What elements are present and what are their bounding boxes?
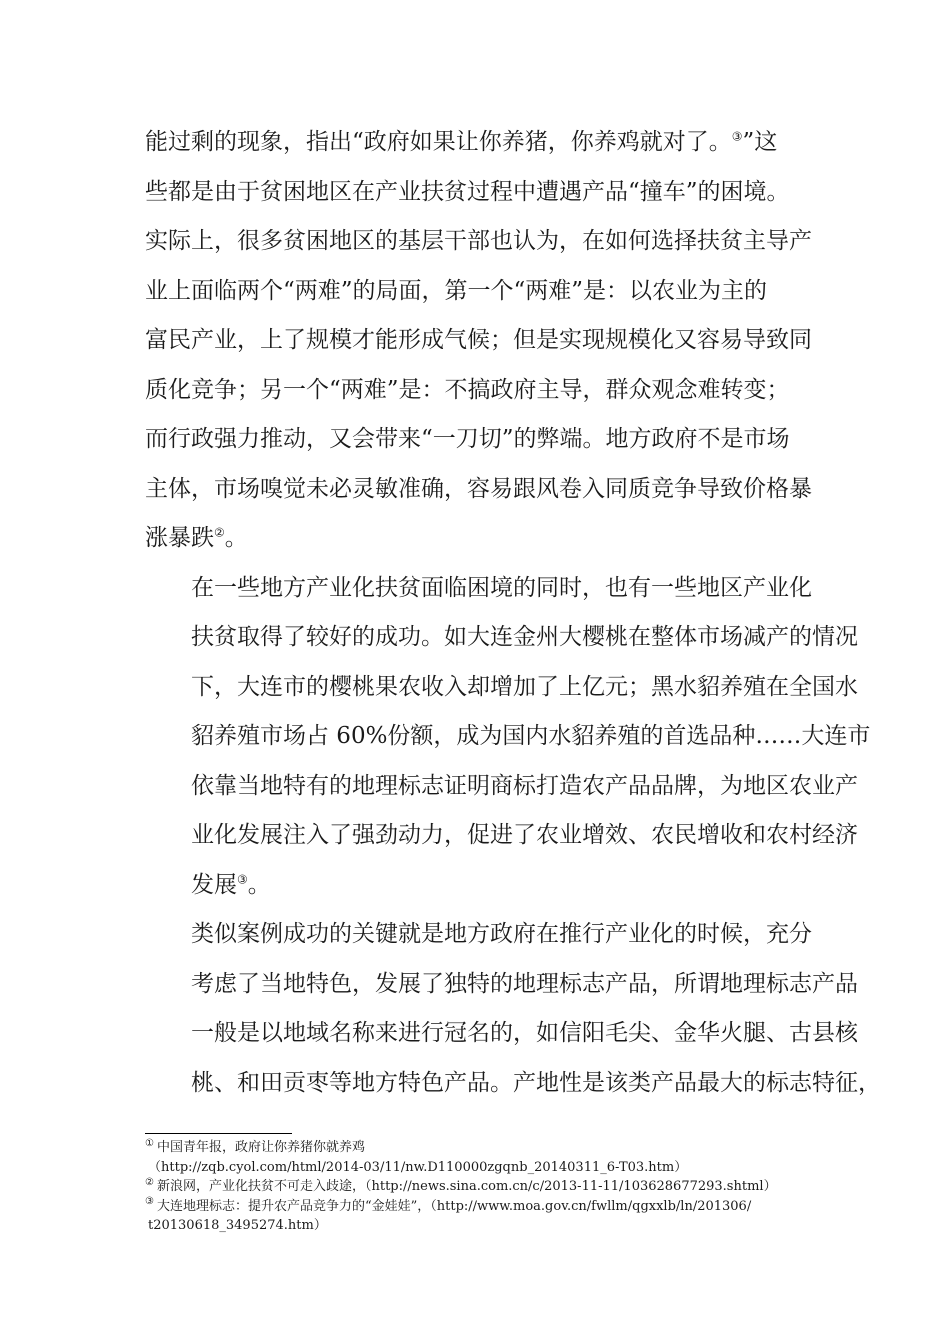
line-text: 下，大连市的樱桃果农收入却增加了上亿元；黑水貂养殖在全国水	[191, 673, 858, 700]
text-line	[145, 1059, 881, 1109]
paragraph	[145, 564, 871, 911]
line-text: 主体，市场嗅觉未必灵敏准确，容易跟风卷入同质竞争导致价格暴	[145, 475, 812, 502]
text-line	[145, 811, 858, 861]
footnote-marker: ②	[145, 1176, 154, 1188]
text-line	[145, 663, 858, 713]
line-text: 依靠当地特有的地理标志证明商标打造农产品品牌，为地区农业产	[191, 772, 858, 799]
text-line	[145, 712, 871, 762]
line-text: 业上面临两个“两难”的局面，第一个“两难”是：以农业为主的	[145, 277, 768, 304]
footnote-text: 中国青年报，政府让你养猪你就养鸡	[156, 1140, 365, 1155]
footnote-marker: ①	[145, 1137, 154, 1149]
text-line	[145, 613, 858, 663]
text-line	[145, 564, 810, 614]
body-text	[145, 118, 881, 1108]
text-line	[145, 217, 810, 267]
paragraph	[145, 910, 881, 1108]
text-line	[145, 861, 810, 911]
line-text: 业化发展注入了强劲动力，促进了农业增效、农民增收和农村经济	[191, 822, 858, 848]
line-text-tail: 。	[224, 525, 248, 551]
footnote-line	[145, 1197, 825, 1217]
text-line	[145, 267, 810, 317]
footnote-text: 大连地理标志：提升农产品竞争力的“金娃娃”，（http://www.moa.gov.cn/fwllm/qgxxlb/ln/201306/	[156, 1198, 752, 1214]
line-text: 而行政强力推动，又会带来“一刀切”的弊端。地方政府不是市场	[145, 426, 790, 452]
line-text: 在一些地方产业化扶贫面临困境的同时，也有一些地区产业化	[191, 574, 812, 601]
footnote-text: （http://zqb.cyol.com/html/2014-03/11/nw.D110000zgqnb_20140311_6-T03.htm）	[148, 1159, 688, 1175]
line-text-tail: 。	[247, 871, 271, 898]
text-line	[145, 465, 810, 515]
line-text: 涨暴跌	[145, 525, 214, 551]
line-text: 能过剩的现象，指出“政府如果让你养猪，你养鸡就对了。	[145, 129, 732, 155]
text-line	[145, 910, 810, 960]
line-text: 貂养殖市场占 60%份额，成为国内水貂养殖的首选品种……大连市	[191, 723, 871, 749]
text-line	[145, 168, 810, 218]
footnote-line	[145, 1158, 825, 1178]
line-text: 类似案例成功的关键就是地方政府在推行产业化的时候，充分	[191, 921, 812, 947]
line-text: 考虑了当地特色，发展了独特的地理标志产品，所谓地理标志产品	[191, 970, 858, 997]
footnote-separator	[145, 1133, 292, 1134]
text-line	[145, 514, 810, 564]
footnote-marker: ③	[145, 1196, 154, 1208]
text-line	[145, 415, 810, 465]
line-text-tail: ”这	[742, 129, 778, 155]
footnote-line	[145, 1177, 825, 1197]
footnote-reference[interactable]: ③	[731, 129, 743, 144]
text-line	[145, 762, 858, 812]
text-line	[145, 118, 810, 168]
line-text: 富民产业，上了规模才能形成气候；但是实现规模化又容易导致同	[145, 327, 812, 353]
footnote-reference[interactable]: ③	[237, 871, 248, 886]
text-line	[145, 1009, 858, 1059]
line-text: 桃、和田贡枣等地方特色产品。产地性是该类产品最大的标志特征，	[191, 1069, 881, 1096]
line-text: 些都是由于贫困地区在产业扶贫过程中遭遇产品“撞车”的困境。	[145, 178, 790, 205]
footnote-text: t20130618_3495274.htm）	[148, 1218, 327, 1233]
footnote-reference[interactable]: ②	[214, 525, 225, 540]
line-text: 扶贫取得了较好的成功。如大连金州大樱桃在整体市场减产的情况	[191, 624, 858, 650]
line-text: 发展	[191, 871, 237, 898]
text-line	[145, 316, 810, 366]
text-line	[145, 366, 810, 416]
text-line	[145, 960, 858, 1010]
footnote-line	[145, 1138, 825, 1158]
footnote-line	[145, 1216, 825, 1236]
paragraph	[145, 118, 810, 564]
line-text: 实际上，很多贫困地区的基层干部也认为，在如何选择扶贫主导产	[145, 228, 812, 254]
footnote-text: 新浪网，产业化扶贫不可走入歧途，（http://news.sina.com.cn/c/2013-11-11/103628677293.shtml）	[156, 1179, 777, 1194]
line-text: 质化竞争；另一个“两难”是：不搞政府主导，群众观念难转变；	[145, 376, 790, 403]
line-text: 一般是以地域名称来进行冠名的，如信阳毛尖、金华火腿、古县核	[191, 1020, 858, 1046]
footnotes	[145, 1138, 825, 1236]
